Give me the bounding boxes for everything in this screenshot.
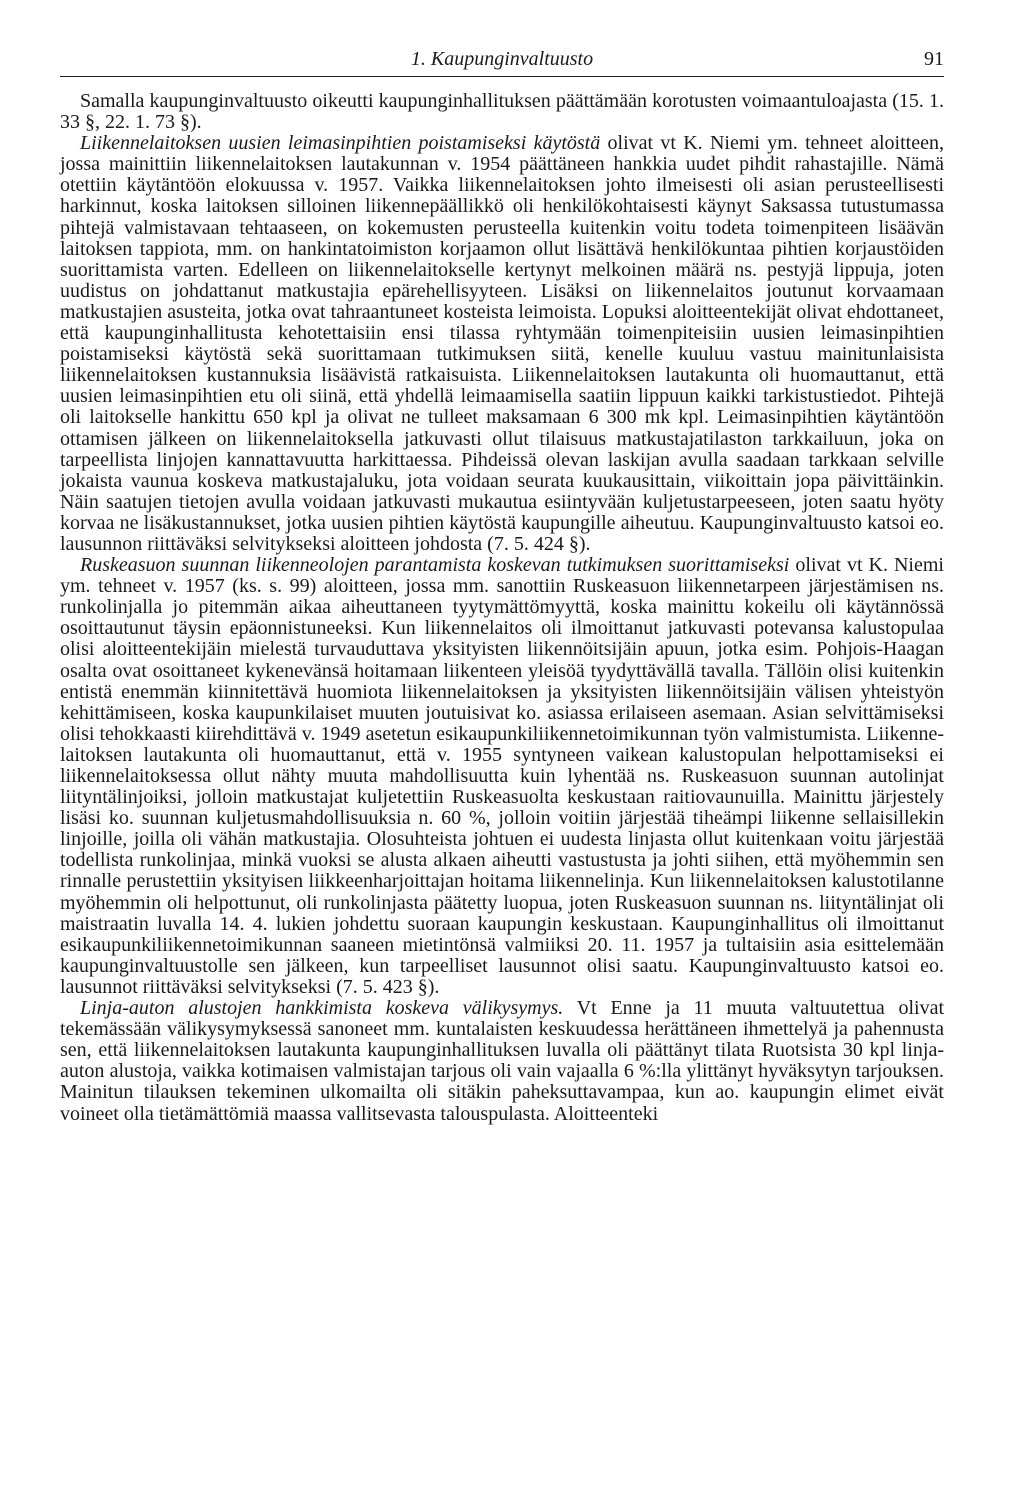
paragraph xyxy=(60,91,944,133)
paragraph xyxy=(60,555,944,998)
paragraph-lead: Liikennelaitoksen uusien leimasinpihtien poistamiseksi käytöstä xyxy=(80,132,601,155)
paragraph-text: Samalla kaupunginvaltuusto oikeutti kaupunginhallituksen päättämään korotusten voimaantuloajasta (15. 1. 33 §, 22. 1. 73 §). xyxy=(60,90,944,134)
paragraph-text: olivat vt K. Niemi ym. tehneet v. 1957 (ks. s. 99) aloitteen, jossa mm. sanottiin Ruskeasuon liikennetarpeen järjestämisen ns. runkolinjalla jo pitemmän aikaa aiheuttaneen tyytymättömyyttä, koska mainittu kokeilu oli käytännössä osoittautunut täysin epäonnistuneeksi. Kun liikennelaitos oli ilmoittanut jatkuvasti potevansa kalustopulaa olisi aloitteentekijäin mielestä turvauduttava yksityisten liikennöitsijäin apuun, jotka esim. Pohjois-Haagan osalta ovat osoittaneet kykenevänsä hoitamaan liikenteen yleisöä tyydyttävällä tavalla. Tällöin olisi kuitenkin entistä enemmän kiinnitettävä huomiota liikennelaitoksen ja yksityisten liikennöitsijäin välisen yhteistyön kehittämiseen, koska kaupunkilaiset muuten joutuisivat ko. asiassa erilaiseen asemaan. Asian selvittämiseksi olisi tehokkaasti kiirehdittävä v. 1949 asetetun esikaupunkiliikennetoimikunnan työn valmistumista. Liikennelaitoksen lautakunta oli huomauttanut, että v. 1955 syntyneen vaikean kalustopulan helpottamiseksi ei liikennelaitoksessa ollut nähty muuta mahdollisuutta kuin lyhentää ns. Ruskeasuon suunnan autolinjat liityntälinjoiksi, jolloin matkustajat kuljetettiin Ruskeasuolta keskustaan raitiovaunuilla. Mainittu järjestely lisäsi ko. suunnan kuljetusmahdollisuuksia n. 60 %, jolloin voitiin järjestää tiheämpi liikenne sellaisillekin linjoille, joilla oli vähän matkustajia. Olosuhteista johtuen ei uudesta linjasta ollut kuitenkaan voitu järjestää todellista runkolinjaa, minkä vuoksi se alusta alkaen aiheutti vastustusta ja johti siihen, että myöhemmin sen rinnalle perustettiin yksityisen liikkeenharjoittajan hoitama liikennelinja. Kun liikennelaitoksen kalustotilanne myöhemmin oli helpottunut, oli runkolinjasta päätetty luopua, joten Ruskeasuon suunnan ns. liityntälinjat oli maistraatin luvalla 14. 4. lukien johdettu suoraan kaupungin keskustaan. Kaupunginhallitus oli ilmoittanut esikaupunkiliikennetoimikunnan saaneen mietintönsä valmiiksi 20. 11. 1957 ja tultaisiin asia esittelemään kaupunginvaltuustolle sen jälkeen, kun tarpeelliset lausunnot olisi saatu. Kaupunginvaltuusto katsoi eo. lausunnot riittäväksi selvitykseksi (7. 5. 423 §). xyxy=(60,554,944,998)
paragraph-text: olivat vt K. Niemi ym. tehneet aloitteen, jossa mainittiin liikennelaitoksen lautakunnan v. 1954 päättäneen hankkia uudet pihdit rahastajille. Nämä otettiin käytäntöön elokuussa v. 1957. Vaikka liikennelaitoksen johto ilmeisesti oli asian perusteellisesti harkinnut, koska laitoksen silloinen liikennepäällikkö oli henkilökohtaisesti käynyt Saksassa tutustumassa pihtejä valmistavaan tehtaaseen, on kokemusten perusteella kuitenkin voitu todeta toimenpiteen lisäävän laitoksen tappiota, mm. on hankintatoimiston korjaamon ollut lisättävä henkilökuntaa pihtien korjaustöiden suorittamista varten. Edelleen on liikennelaitokselle kertynyt melkoinen määrä ns. pestyjä lippuja, joten uudistus on johdattanut matkustajia epärehellisyyteen. Lisäksi on liikennelaitos joutunut korvaamaan matkustajien asusteita, jotka ovat tahraantuneet kosteista leimoista. Lopuksi aloitteentekijät olivat ehdottaneet, että kaupunginhallitusta kehotettaisiin ensi tilassa ryhtymään toimenpiteisiin uusien leimasinpihtien poistamiseksi käytöstä sekä suorittamaan tutkimuksen siitä, kenelle kuuluu vastuu mainitunlaisista liikennelaitoksen kustannuksia lisäävistä ratkaisuista. Liikennelaitoksen lautakunta oli huomauttanut, että uusien leimasinpihtien etu oli siinä, että yhdellä leimaamisella saatiin lippuun kaikki tarkistustiedot. Pihtejä oli laitokselle hankittu 650 kpl ja olivat ne tulleet maksamaan 6 300 mk kpl. Leimasinpihtien käytäntöön ottamisen jälkeen on liikennelaitoksella jatkuvasti ollut tilaisuus matkustajatilaston tarkkailuun, joka on tarpeellista linjojen kannattavuutta harkittaessa. Pihdeissä olevan laskijan avulla saadaan tarkkaan selville jokaista vaunua koskeva matkustajaluku, jota voidaan seurata kuukausittain, viikoittain jopa päivittäinkin. Näin saatujen tietojen avulla voidaan jatkuvasti mukautua esiintyvään kuljetustarpeeseen, joten saatu hyöty korvaa ne lisäkustannukset, jotka uusien pihtien käytöstä kaupungille aiheutuu. Kaupunginvaltuusto katsoi eo. lausunnon riittäväksi selvitykseksi aloitteen johdosta (7. 5. 424 §). xyxy=(60,132,944,555)
paragraph xyxy=(60,998,944,1125)
body-text xyxy=(60,91,944,1125)
running-header-title: 1. Kaupunginvaltuusto xyxy=(410,48,594,70)
running-header xyxy=(60,46,944,77)
page-number: 91 xyxy=(924,48,944,70)
paragraph xyxy=(60,133,944,555)
paragraph-lead: Linja-auton alustojen hankkimista koskeva välikysymys. xyxy=(80,997,564,1020)
paragraph-text: Vt Enne ja 11 muuta valtuutettua olivat tekemässään välikysymyksessä sanoneet mm. kuntalaisten keskuudessa herättäneen ihmettelyä ja pahennusta sen, että liikennelaitoksen lautakunta kaupunginhallituksen luvalla oli päättänyt tilata Ruotsista 30 kpl linja-auton alustoja, vaikka kotimaisen valmistajan tarjous oli vain vajaalla 6 %:lla ylittänyt hyväksytyn tarjouksen. Mainitun tilauksen tekeminen ulkomailta oli sitäkin paheksuttavampaa, kun ao. kaupungin elimet eivät voineet olla tietämättömiä maassa vallitsevasta talouspulasta. Aloitteenteki xyxy=(60,997,945,1125)
paragraph-lead: Ruskeasuon suunnan liikenneolojen parantamista koskevan tutkimuksen suorittamiseksi xyxy=(80,554,790,577)
